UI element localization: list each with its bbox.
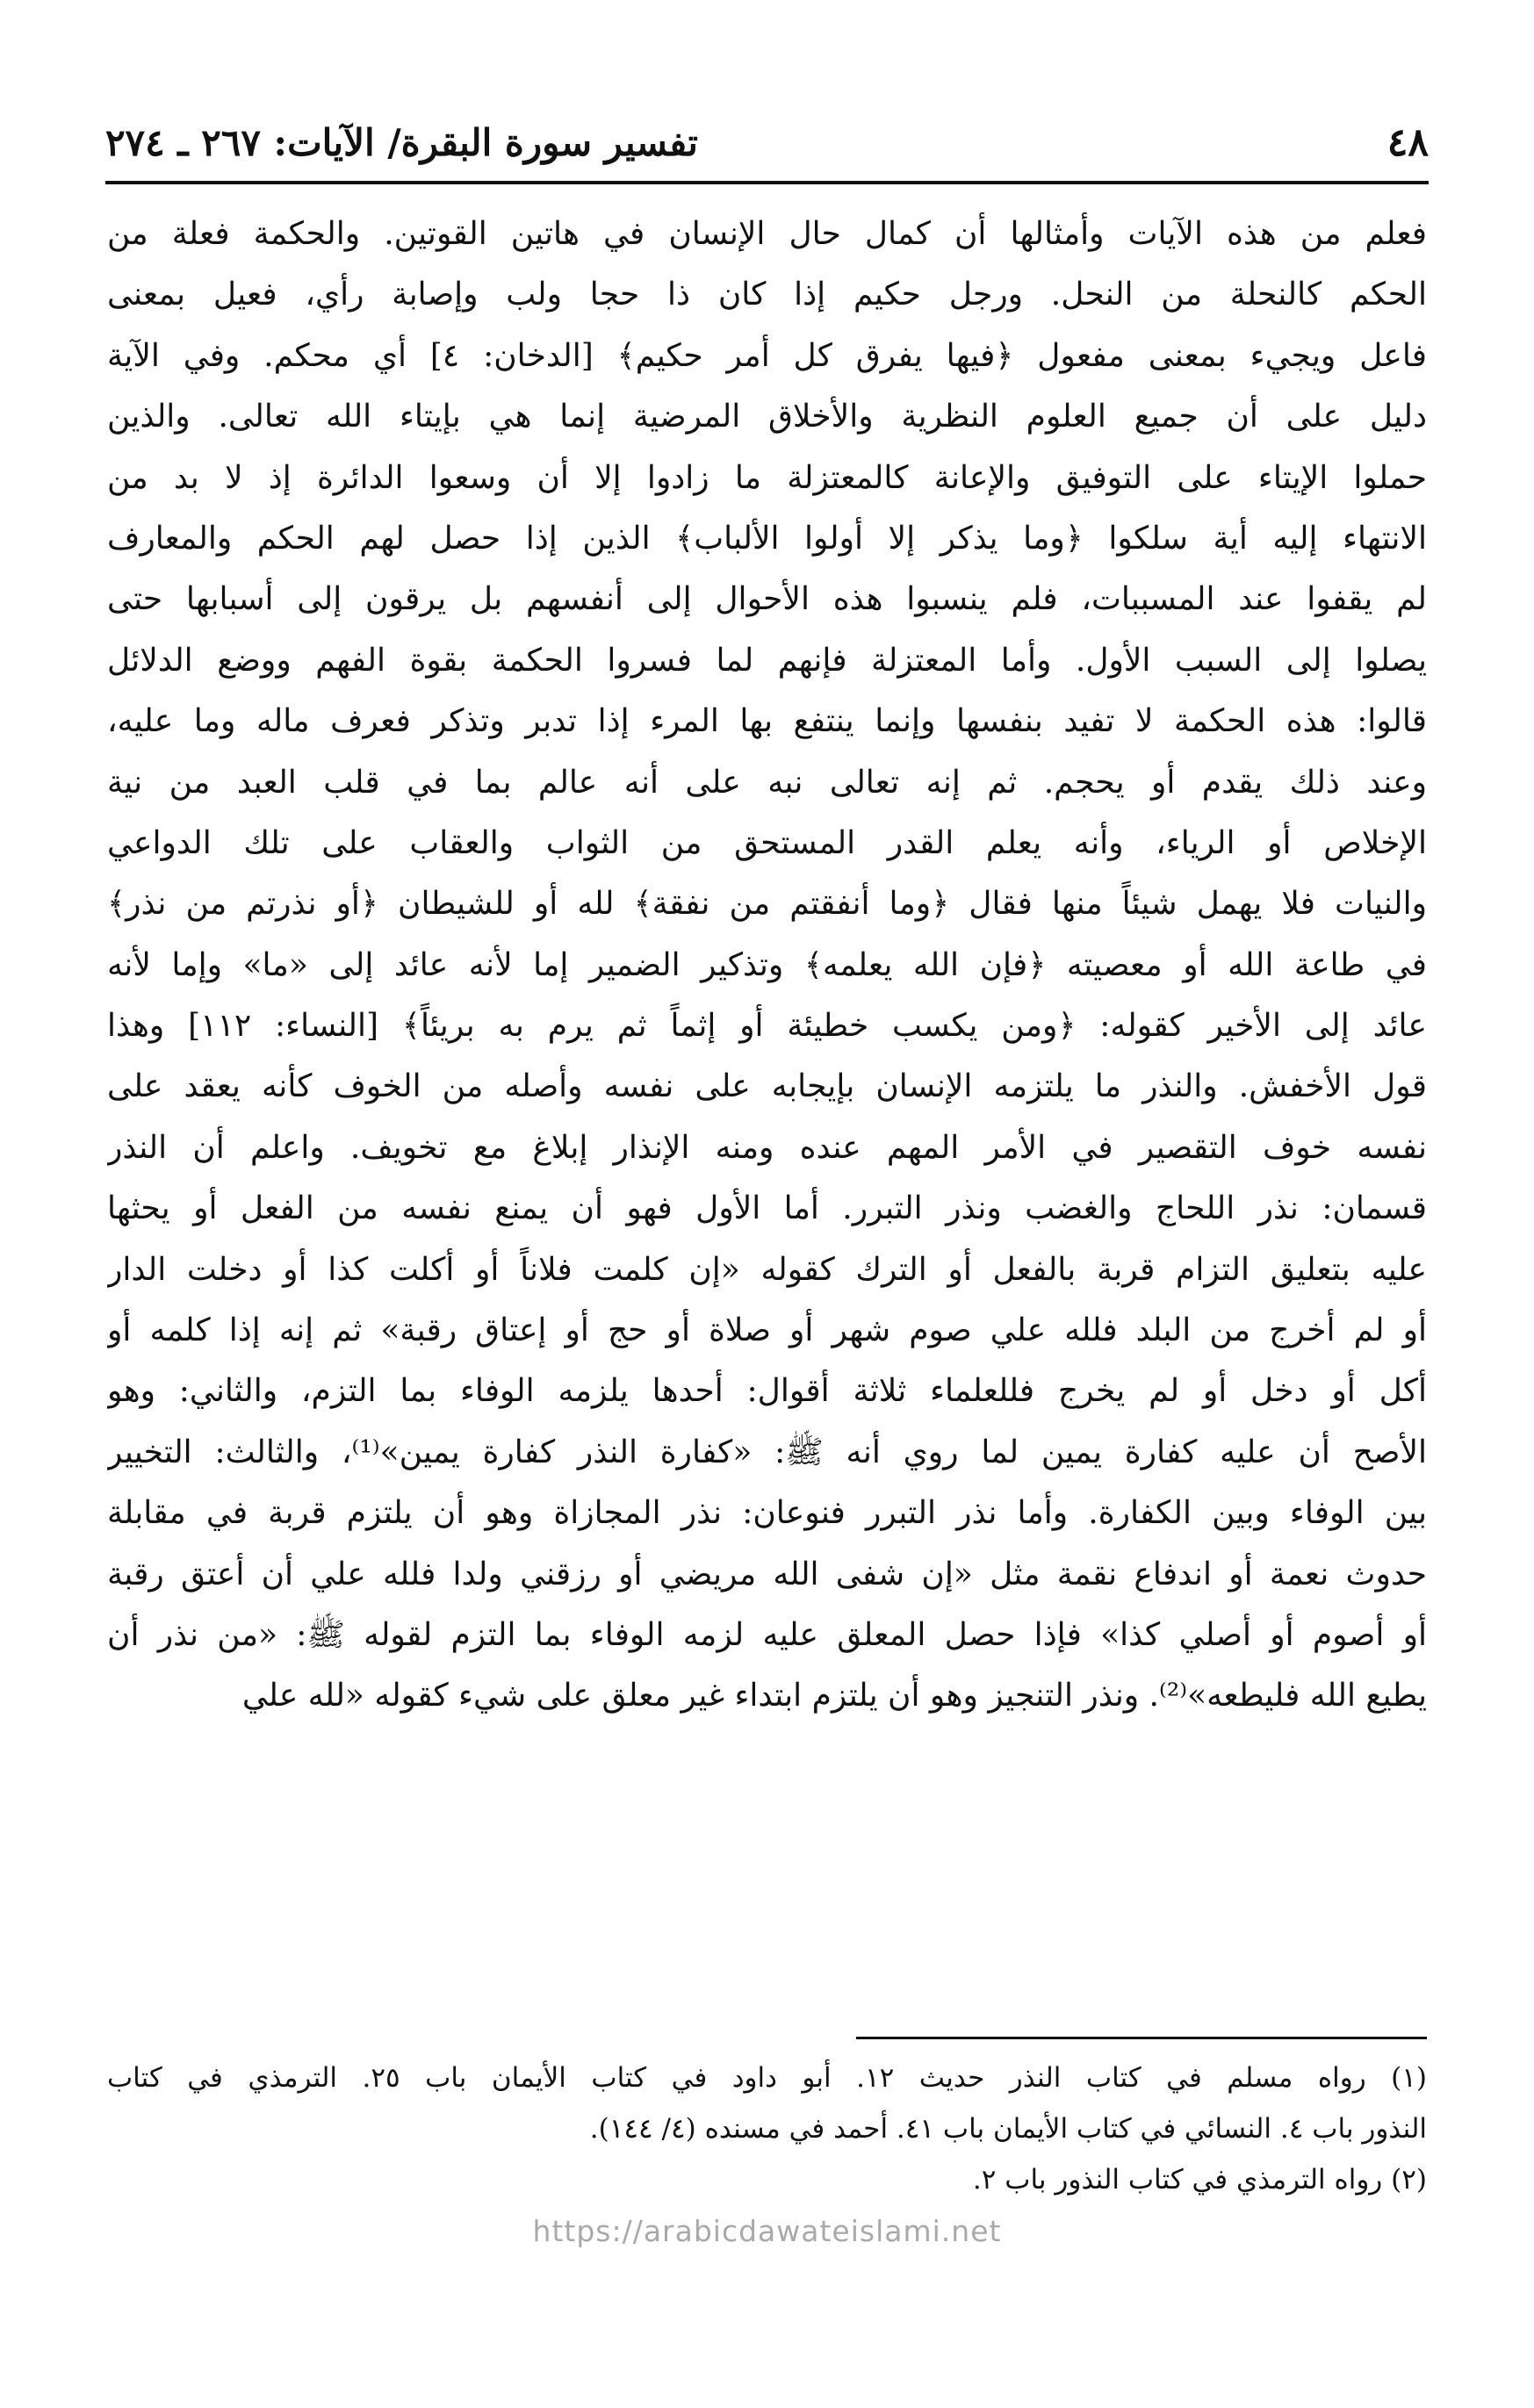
text-line: حدوث نعمة أو اندفاع نقمة مثل «إن شفى الله مريضي أو رزقني ولدا فلله علي أن أعتق رقبة	[107, 1556, 1427, 1592]
text-line: أكل أو دخل أو لم يخرج فللعلماء ثلاثة أقوال: أحدها يلزمه الوفاء بما التزم، والثاني: وهو	[107, 1373, 1427, 1410]
text-line: والنيات فلا يهمل شيئاً منها فقال ﴿وما أنفقتم من نفقة﴾ لله أو للشيطان ﴿أو نذرتم من نذر﴾	[107, 886, 1427, 923]
footnote-separator	[856, 2037, 1427, 2039]
text-line: الانتهاء إليه أية سلكوا ﴿وما يذكر إلا أولوا الألباب﴾ الذين إذا حصل لهم الحكم والمعارف	[107, 520, 1427, 557]
text-line: عليه بتعليق التزام قربة بالفعل أو الترك كقوله «إن كلمت فلاناً أو أكلت كذا أو دخلت الدار	[107, 1251, 1427, 1288]
text-line: نفسه خوف التقصير في الأمر المهم عنده ومنه الإنذار إبلاغ مع تخويف. واعلم أن النذر	[107, 1129, 1427, 1166]
text-line: بين الوفاء وبين الكفارة. وأما نذر التبرر فنوعان: نذر المجازاة وهو أن يلتزم قربة في مقابلة	[107, 1495, 1427, 1532]
text-line: الإخلاص أو الرياء، وأنه يعلم القدر المستحق من الثواب والعقاب على تلك الدواعي	[107, 824, 1427, 861]
text-line: دليل على أن جميع العلوم النظرية والأخلاق المرضية إنما هي بإيتاء الله تعالى. والذين	[107, 399, 1427, 435]
text-line: قول الأخفش. والنذر ما يلتزمه الإنسان بإيجابه على نفسه وأصله من الخوف كأنه يعقد على	[107, 1068, 1427, 1105]
footnote-line: النذور باب ٤. النسائي في كتاب الأيمان باب ٤١. أحمد في مسنده (٤/ ١٤٤).	[589, 2113, 1427, 2145]
text-line: لم يقفوا عند المسببات، فلم ينسبوا هذه الأحوال إلى أنفسهم بل يرقون إلى أسبابها حتى	[107, 581, 1427, 618]
footnote-line: (١) رواه مسلم في كتاب النذر حديث ١٢. أبو داود في كتاب الأيمان باب ٢٥. الترمذي في كتاب	[107, 2062, 1427, 2094]
running-header	[105, 112, 1429, 172]
text-line: فاعل ويجيء بمعنى مفعول ﴿فيها يفرق كل أمر حكيم﴾ [الدخان: ٤] أي محكم. وفي الآية	[107, 337, 1427, 374]
text-line: الأصح أن عليه كفارة يمين لما روي أنه ﷺ: «كفارة النذر كفارة يمين»⁽¹⁾، والثالث: التخيير	[107, 1434, 1427, 1470]
text-line: عائد إلى الأخير كقوله: ﴿ومن يكسب خطيئة أو إثماً ثم يرم به بريئاً﴾ [النساء: ١١٢] وهذا	[107, 1008, 1427, 1045]
footnotes	[107, 2052, 1427, 2205]
text-line: أو أصوم أو أصلي كذا» فإذا حصل المعلق عليه لزمه الوفاء بما التزم لقوله ﷺ: «من نذر أن	[107, 1616, 1427, 1653]
text-line: في طاعة الله أو معصيته ﴿فإن الله يعلمه﴾ وتذكير الضمير إما لأنه عائد إلى «ما» وإما لأنه	[107, 946, 1427, 983]
main-text	[107, 204, 1427, 1727]
watermark-url: https://arabicdawateislami.net	[532, 2214, 1002, 2248]
text-line: الحكم كالنحلة من النحل. ورجل حكيم إذا كان ذا حجا ولب وإصابة رأي، فعيل بمعنى	[107, 277, 1427, 313]
text-line: يطيع الله فليطعه»⁽²⁾. ونذر التنجيز وهو أن يلتزم ابتداء غير معلق على شيء كقوله «لله علي	[241, 1678, 1427, 1714]
text-line: أو لم أخرج من البلد فلله علي صوم شهر أو صلاة أو حج أو إعتاق رقبة» ثم إنه إذا كلمه أو	[107, 1312, 1427, 1349]
text-line: يصلوا إلى السبب الأول. وأما المعتزلة فإنهم لما فسروا الحكمة بقوة الفهم ووضع الدلائل	[107, 642, 1427, 679]
running-title: تفسير سورة البقرة/ الآيات: ٢٦٧ ـ ٢٧٤	[105, 120, 698, 164]
header-rule	[105, 181, 1429, 184]
footnote-line: (٢) رواه الترمذي في كتاب النذور باب ٢.	[972, 2164, 1427, 2196]
text-line: وعند ذلك يقدم أو يحجم. ثم إنه تعالى نبه على أنه عالم بما في قلب العبد من نية	[107, 764, 1427, 801]
text-line: حملوا الإيتاء على التوفيق والإعانة كالمعتزلة ما زادوا إلا أن وسعوا الدائرة إذ لا بد من	[107, 459, 1427, 496]
text-line: قسمان: نذر اللحاج والغضب ونذر التبرر. أما الأول فهو أن يمنع نفسه من الفعل أو يحثها	[107, 1190, 1427, 1227]
page-number: ٤٨	[1386, 119, 1429, 165]
text-line: فعلم من هذه الآيات وأمثالها أن كمال حال الإنسان في هاتين القوتين. والحكمة فعلة من	[107, 216, 1427, 252]
text-line: قالوا: هذه الحكمة لا تفيد بنفسها وإنما ينتفع بها المرء إذا تدبر وتذكر فعرف ماله وما عليه،	[107, 703, 1427, 740]
